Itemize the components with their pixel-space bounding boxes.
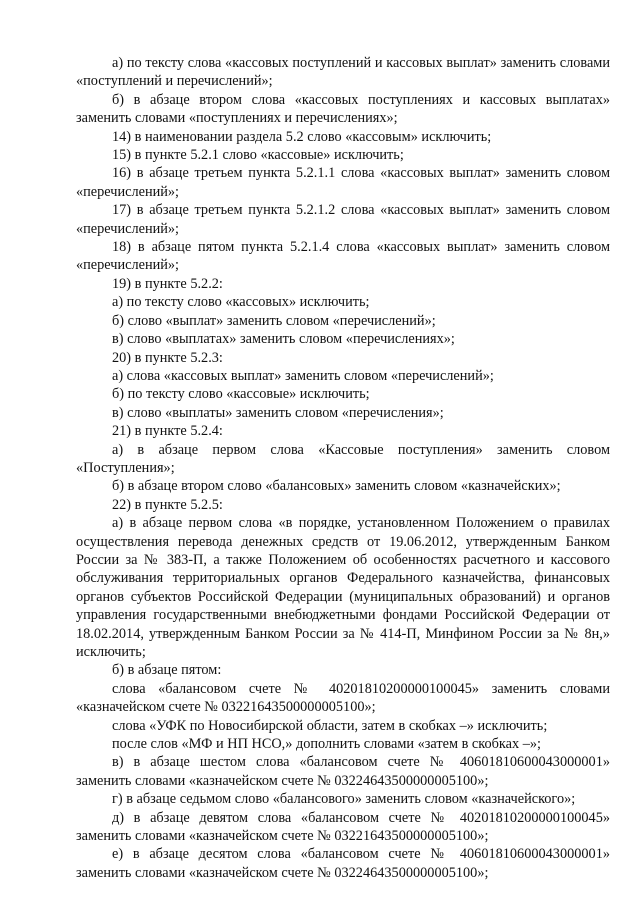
paragraph: 16) в абзаце третьем пункта 5.2.1.1 слова «кассовых выплат» заменить словом «перечислений»; (76, 165, 610, 200)
paragraph: 14) в наименовании раздела 5.2 слово «кассовым» исключить; (112, 128, 492, 145)
paragraph: б) по тексту слово «кассовые» исключить; (112, 386, 370, 403)
paragraph: 22) в пункте 5.2.5: (112, 496, 223, 513)
paragraph: после слов «МФ и НП НСО,» дополнить словами «затем в скобках –»; (112, 736, 541, 753)
paragraph: г) в абзаце седьмом слово «балансового» заменить словом «казначейского»; (112, 791, 576, 808)
paragraph: 15) в пункте 5.2.1 слово «кассовые» исключить; (112, 147, 404, 164)
paragraph: 21) в пункте 5.2.4: (112, 423, 223, 440)
paragraph: в) слово «выплаты» заменить словом «перечисления»; (112, 404, 444, 421)
paragraph: 19) в пункте 5.2.2: (112, 275, 223, 292)
paragraph: а) слова «кассовых выплат» заменить словом «перечислений»; (112, 367, 494, 384)
paragraph: а) в абзаце первом слова «Кассовые поступления» заменить словом «Поступления»; (76, 441, 610, 476)
paragraph: в) в абзаце шестом слова «балансовом счете № 40601810600043000001» заменить словами «казначейском счете № 03224643500000005100»; (76, 754, 610, 789)
paragraph: 18) в абзаце пятом пункта 5.2.1.4 слова «кассовых выплат» заменить словом «перечислений»; (76, 239, 610, 274)
paragraph: а) по тексту слова «кассовых поступлений и кассовых выплат» заменить словами «поступлений и перечислений»; (76, 55, 610, 90)
paragraph: е) в абзаце десятом слова «балансовом счете № 40601810600043000001» заменить словами «казначейском счете № 03224643500000005100»; (76, 846, 610, 881)
paragraph: а) в абзаце первом слова «в порядке, установленном Положением о правилах осуществления перевода денежных средств от 19.06.2012, утвержденным Банком России за № 383-П, а также Положением об особенностях расчетного и кассового обслуживания территориальных органов Федерального казначейства, финансовых органов субъектов Российской Федерации (муниципальных образований) и органов управления государственными внебюджетными фондами Российской Федерации от 18.02.2014, утвержденным Банком России за № 414-П, Минфином России за № 8н,» исключить; (76, 515, 610, 660)
paragraph: в) слово «выплатах» заменить словом «перечислениях»; (112, 331, 455, 348)
paragraph: б) в абзаце втором слово «балансовых» заменить словом «казначейских»; (112, 478, 561, 495)
paragraph: слова «УФК по Новосибирской области, затем в скобках –» исключить; (112, 717, 548, 734)
paragraph: 17) в абзаце третьем пункта 5.2.1.2 слова «кассовых выплат» заменить словом «перечислений»; (76, 202, 610, 237)
paragraph: б) в абзаце пятом: (112, 662, 222, 679)
paragraph: д) в абзаце девятом слова «балансовом счете № 40201810200000100045» заменить словами «казначейском счете № 03221643500000005100»; (76, 809, 610, 845)
paragraph: б) в абзаце втором слова «кассовых поступлениях и кассовых выплатах» заменить словами «поступлениях и перечислениях»; (76, 91, 610, 127)
paragraph: а) по тексту слово «кассовых» исключить; (112, 294, 370, 311)
document-page (76, 54, 610, 882)
paragraph: слова «балансовом счете № 40201810200000100045» заменить словами «казначейском счете № 03221643500000005100»; (76, 680, 610, 716)
paragraph: б) слово «выплат» заменить словом «перечислений»; (112, 312, 436, 329)
paragraph: 20) в пункте 5.2.3: (112, 349, 223, 366)
